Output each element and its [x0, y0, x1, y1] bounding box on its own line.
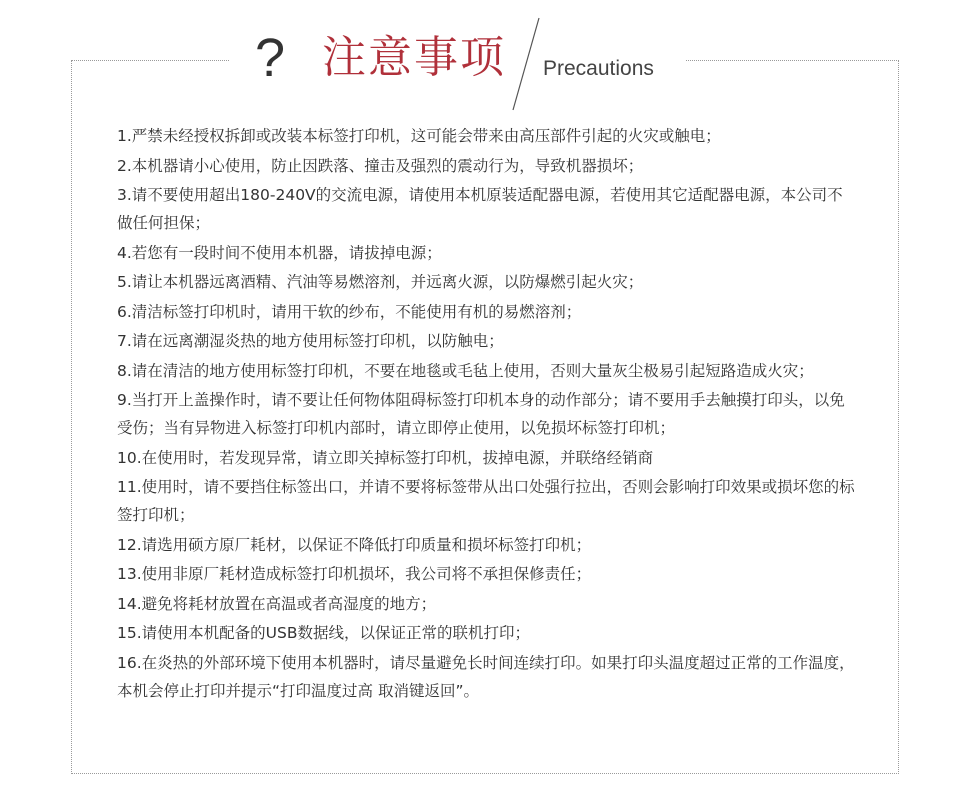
- list-item: 10.在使用时，若发现异常，请立即关掉标签打印机，拔掉电源，并联络经销商: [117, 448, 654, 467]
- page-subtitle: Precautions: [543, 57, 654, 80]
- title-divider-slash: [0, 0, 970, 120]
- list-item: 5.请让本机器远离酒精、汽油等易燃溶剂，并远离火源，以防爆燃引起火灾；: [117, 273, 644, 291]
- list-item: 12.请选用硕方原厂耗材，以保证不降低打印质量和损坏标签打印机；: [117, 535, 592, 554]
- list-item: 6.清洁标签打印机时，请用干软的纱布，不能使用有机的易燃溶剂；: [117, 302, 582, 321]
- list-item: 3.请不要使用超出180-240V的交流电源，请使用本机原装适配器电源，若使用其它适配器电源，本公司不做任何担保；: [117, 186, 843, 232]
- list-item: 13.使用非原厂耗材造成标签打印机损坏，我公司将不承担保修责任；: [117, 565, 592, 583]
- question-mark-icon: ?: [255, 28, 286, 88]
- list-item: 11.使用时，请不要挡住标签出口，并请不要将标签带从出口处强行拉出，否则会影响打印效果或损坏您的标签打印机；: [117, 478, 855, 524]
- list-item: 16.在炎热的外部环境下使用本机器时，请尽量避免长时间连续打印。如果打印头温度超过正常的工作温度，本机会停止打印并提示“打印温度过高 取消键返回”。: [117, 653, 855, 700]
- list-item: 1.严禁未经授权拆卸或改装本标签打印机，这可能会带来由高压部件引起的火灾或触电；: [117, 127, 721, 145]
- list-item: 14.避免将耗材放置在高温或者高湿度的地方；: [117, 594, 437, 613]
- list-item: 9.当打开上盖操作时，请不要让任何物体阻碍标签打印机本身的动作部分；请不要用手去触摸打印头，以免受伤；当有异物进入标签打印机内部时，请立即停止使用，以免损坏标签打印机；: [117, 391, 845, 437]
- precautions-list: [117, 122, 857, 706]
- page-title: 注意事项: [322, 32, 506, 83]
- list-item: 15.请使用本机配备的USB数据线，以保证正常的联机打印；: [117, 624, 530, 642]
- list-item: 4.若您有一段时间不使用本机器，请拔掉电源；: [117, 243, 442, 262]
- list-item: 2.本机器请小心使用，防止因跌落、撞击及强烈的震动行为，导致机器损坏；: [117, 156, 644, 175]
- list-item: 8.请在清洁的地方使用标签打印机，不要在地毯或毛毡上使用，否则大量灰尘极易引起短路造成火灾；: [117, 361, 814, 380]
- list-item: 7.请在远离潮湿炎热的地方使用标签打印机，以防触电；: [117, 332, 504, 350]
